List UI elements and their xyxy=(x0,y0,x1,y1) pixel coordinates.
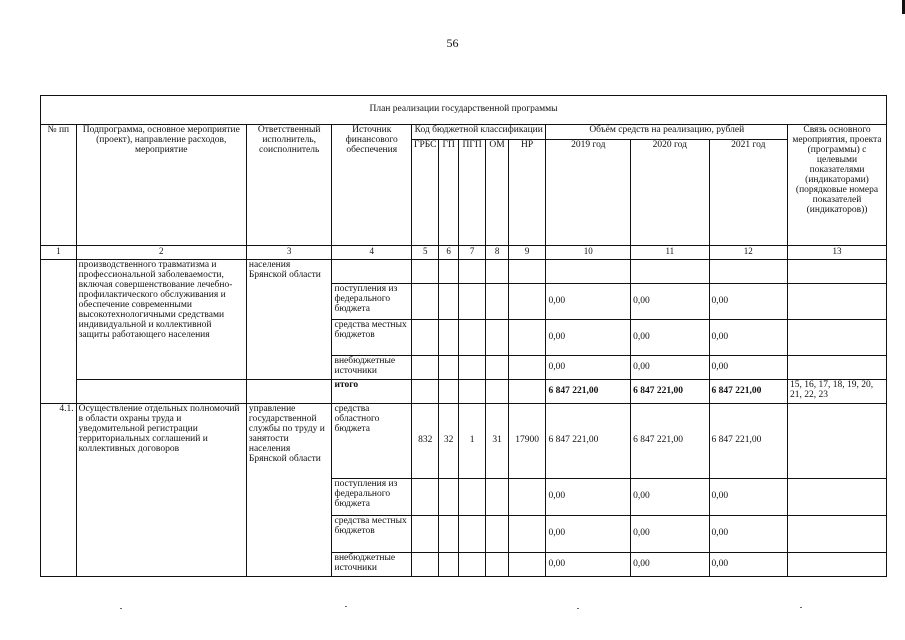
col-num: 2 xyxy=(76,246,246,260)
col-num: 7 xyxy=(458,246,486,260)
header-link: Связь основного мероприятия, проекта (программы) с целевыми показателями (индикаторами) (порядковые номера показателей (индикаторов)) xyxy=(788,125,887,246)
amount-2020: 0,00 xyxy=(631,284,709,320)
col-num: 5 xyxy=(411,246,439,260)
header-gp: ГП xyxy=(439,140,458,246)
amount-2019: 0,00 xyxy=(546,284,631,320)
header-2020: 2020 год xyxy=(631,140,709,246)
page-number: 56 xyxy=(446,36,459,50)
amount-2021: 0,00 xyxy=(709,479,787,516)
column-numbers-row xyxy=(41,246,887,260)
header-2019: 2019 год xyxy=(546,140,631,246)
amount-2020: 0,00 xyxy=(631,479,709,516)
header-2021: 2021 год xyxy=(709,140,787,246)
source-cell: внебюджетные источники xyxy=(332,553,411,577)
indicator-links: 15, 16, 17, 18, 19, 20, 21, 22, 23 xyxy=(788,380,887,404)
table-row xyxy=(41,404,887,479)
source-cell: средства местных бюджетов xyxy=(332,320,411,356)
header-num: № пп xyxy=(41,125,77,246)
col-num: 6 xyxy=(439,246,458,260)
amount-2021: 0,00 xyxy=(709,320,787,356)
col-num: 9 xyxy=(508,246,546,260)
source-cell: поступления из федерального бюджета xyxy=(332,479,411,516)
col-num: 1 xyxy=(41,246,77,260)
header-row-1 xyxy=(41,125,887,140)
header-grbs: ГРБС xyxy=(411,140,439,246)
col-num: 12 xyxy=(709,246,787,260)
grbs-code: 832 xyxy=(411,404,439,479)
header-om: ОМ xyxy=(486,140,508,246)
amount-2020: 0,00 xyxy=(631,356,709,380)
amount-2019: 0,00 xyxy=(546,320,631,356)
amount-2021: 0,00 xyxy=(709,356,787,380)
measure-description: производственного травматизма и профессиональной заболеваемости, включая совершенствование лечебно-профилактического обслуживания и обеспечение современными высокотехнологичными средствами индивидуальной и коллективной защиты работающего населения xyxy=(76,260,246,380)
total-2020: 6 847 221,00 xyxy=(631,380,709,404)
header-pgp: ПГП xyxy=(458,140,486,246)
table-title: План реализации государственной программы xyxy=(41,96,887,125)
scan-speck xyxy=(120,608,122,609)
amount-2020: 0,00 xyxy=(631,320,709,356)
header-np: НР xyxy=(508,140,546,246)
om-code: 31 xyxy=(486,404,508,479)
amount-2019: 0,00 xyxy=(546,553,631,577)
source-cell: средства областного бюджета xyxy=(332,404,411,479)
gp-code: 32 xyxy=(439,404,458,479)
source-cell: итого xyxy=(332,380,411,404)
amount-2021: 6 847 221,00 xyxy=(709,404,787,479)
amount-2020: 0,00 xyxy=(631,516,709,553)
pgp-code: 1 xyxy=(458,404,486,479)
header-executor: Ответственный исполнитель, соисполнитель xyxy=(246,125,332,246)
col-num: 3 xyxy=(246,246,332,260)
amount-2021: 0,00 xyxy=(709,553,787,577)
total-row xyxy=(41,380,887,404)
amount-2021: 0,00 xyxy=(709,516,787,553)
col-num: 10 xyxy=(546,246,631,260)
amount-2020: 6 847 221,00 xyxy=(631,404,709,479)
col-num: 4 xyxy=(332,246,411,260)
col-num: 13 xyxy=(788,246,887,260)
header-budget-code: Код бюджетной классификации xyxy=(411,125,546,140)
total-2019: 6 847 221,00 xyxy=(546,380,631,404)
amount-2020: 0,00 xyxy=(631,553,709,577)
amount-2021: 0,00 xyxy=(709,284,787,320)
header-subprogram: Подпрограмма, основное мероприятие (проект), направление расходов, мероприятие xyxy=(76,125,246,246)
np-code: 17900 xyxy=(508,404,546,479)
source-cell: средства местных бюджетов xyxy=(332,516,411,553)
table-row xyxy=(41,260,887,284)
col-num: 8 xyxy=(486,246,508,260)
source-cell: внебюджетные источники xyxy=(332,356,411,380)
scan-speck xyxy=(800,607,802,608)
executor-cell: управление государственной службы по труду и занятости населения Брянской области xyxy=(246,404,332,577)
row-number: 4.1. xyxy=(41,404,77,577)
scan-speck xyxy=(345,606,347,607)
scan-speck xyxy=(577,608,579,609)
executor-cell: населения Брянской области xyxy=(246,260,332,380)
total-2021: 6 847 221,00 xyxy=(709,380,787,404)
amount-2019: 0,00 xyxy=(546,479,631,516)
amount-2019: 0,00 xyxy=(546,356,631,380)
col-num: 11 xyxy=(631,246,709,260)
amount-2019: 0,00 xyxy=(546,516,631,553)
measure-description: Осуществление отдельных полномочий в области охраны труда и уведомительной регистрации территориальных соглашений и коллективных договоров xyxy=(76,404,246,577)
amount-2019: 6 847 221,00 xyxy=(546,404,631,479)
header-source: Источник финансового обеспечения xyxy=(332,125,411,246)
table-title-row xyxy=(41,96,887,125)
header-funds: Объём средств на реализацию, рублей xyxy=(546,125,788,140)
scan-specks xyxy=(0,600,905,620)
source-cell: поступления из федерального бюджета xyxy=(332,284,411,320)
program-plan-table xyxy=(40,95,887,577)
